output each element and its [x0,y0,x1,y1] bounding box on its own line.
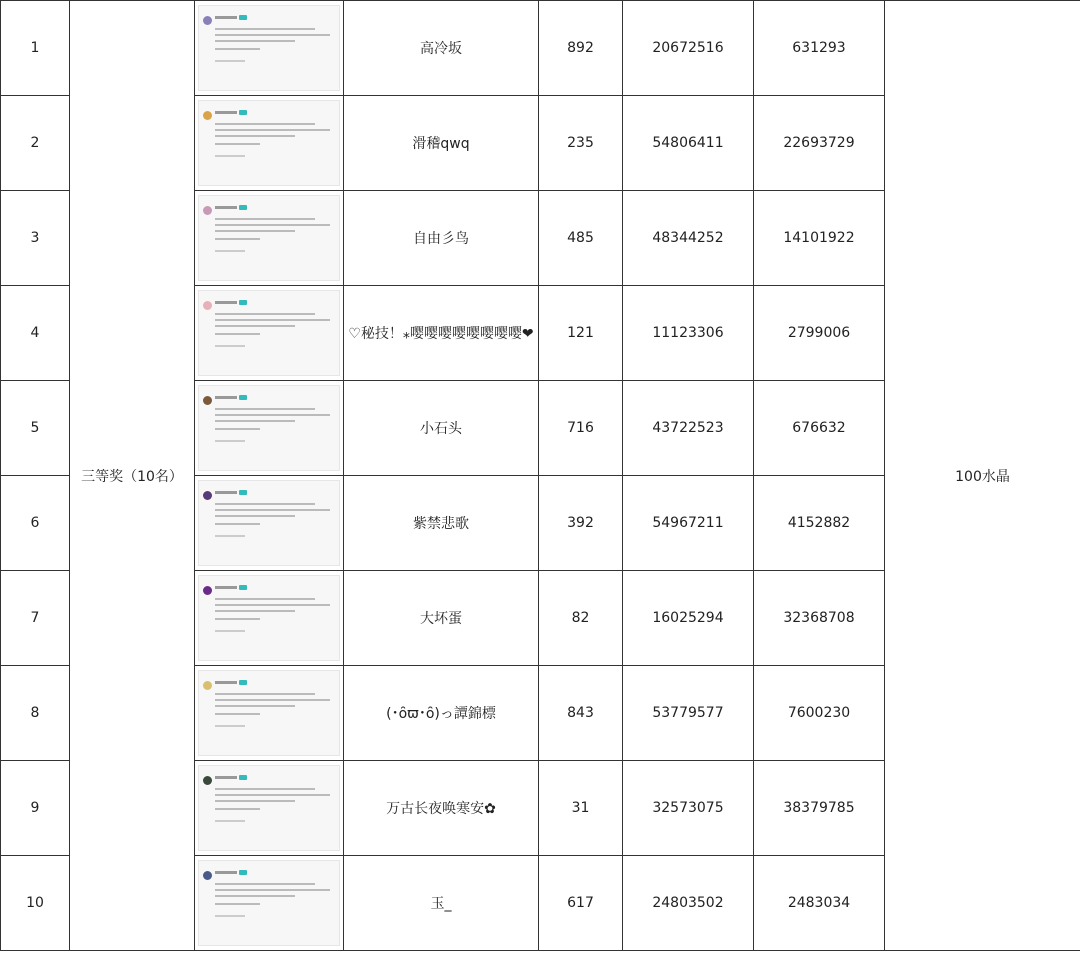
comment-screenshot [195,761,344,856]
rank-cell: 5 [1,381,70,476]
nickname-cell: 高冷坂 [344,1,539,96]
comment-screenshot [195,476,344,571]
avatar [203,16,212,25]
rank-cell: 1 [1,1,70,96]
avatar [203,586,212,595]
table-row [1,1,1080,96]
avatar [203,776,212,785]
comment-screenshot-thumbnail [198,385,340,471]
uid-cell: 48344252 [623,191,754,286]
floor-number-cell: 892 [539,1,623,96]
comment-screenshot-thumbnail [198,5,340,91]
id-cell: 7600230 [754,666,885,761]
comment-screenshot-thumbnail [198,100,340,186]
avatar [203,396,212,405]
uid-cell: 53779577 [623,666,754,761]
comment-screenshot [195,571,344,666]
comment-screenshot [195,96,344,191]
comment-screenshot [195,1,344,96]
id-cell: 22693729 [754,96,885,191]
comment-screenshot-thumbnail [198,195,340,281]
reward-cell: 100水晶 [885,1,1080,951]
floor-number-cell: 485 [539,191,623,286]
comment-screenshot [195,381,344,476]
uid-cell: 24803502 [623,856,754,951]
id-cell: 676632 [754,381,885,476]
nickname-cell: 万古长夜唤寒安✿ [344,761,539,856]
nickname-cell: (･ȏϖ･ȏ)っ譚錦標 [344,666,539,761]
floor-number-cell: 716 [539,381,623,476]
nickname-cell: ♡秘技！⁎嘤嘤嘤嘤嘤嘤嘤嘤❤ [344,286,539,381]
avatar [203,871,212,880]
rank-cell: 3 [1,191,70,286]
id-cell: 2799006 [754,286,885,381]
id-cell: 32368708 [754,571,885,666]
avatar [203,681,212,690]
comment-screenshot [195,856,344,951]
avatar [203,206,212,215]
comment-screenshot-thumbnail [198,575,340,661]
comment-screenshot-thumbnail [198,860,340,946]
nickname-cell: 紫禁悲歌 [344,476,539,571]
nickname-cell: 玉_ [344,856,539,951]
floor-number-cell: 82 [539,571,623,666]
comment-screenshot-thumbnail [198,480,340,566]
rank-cell: 4 [1,286,70,381]
uid-cell: 54967211 [623,476,754,571]
prize-tier-cell: 三等奖（10名） [70,1,195,951]
rank-cell: 8 [1,666,70,761]
comment-screenshot [195,191,344,286]
id-cell: 631293 [754,1,885,96]
comment-screenshot-thumbnail [198,670,340,756]
rank-cell: 7 [1,571,70,666]
uid-cell: 32573075 [623,761,754,856]
floor-number-cell: 121 [539,286,623,381]
nickname-cell: 大坏蛋 [344,571,539,666]
floor-number-cell: 235 [539,96,623,191]
uid-cell: 11123306 [623,286,754,381]
id-cell: 38379785 [754,761,885,856]
comment-screenshot-thumbnail [198,765,340,851]
id-cell: 4152882 [754,476,885,571]
avatar [203,491,212,500]
uid-cell: 20672516 [623,1,754,96]
rank-cell: 10 [1,856,70,951]
floor-number-cell: 392 [539,476,623,571]
avatar [203,111,212,120]
comment-screenshot [195,666,344,761]
uid-cell: 54806411 [623,96,754,191]
rank-cell: 9 [1,761,70,856]
rank-cell: 6 [1,476,70,571]
comment-screenshot [195,286,344,381]
uid-cell: 43722523 [623,381,754,476]
nickname-cell: 滑稽qwq [344,96,539,191]
floor-number-cell: 31 [539,761,623,856]
floor-number-cell: 617 [539,856,623,951]
comment-screenshot-thumbnail [198,290,340,376]
avatar [203,301,212,310]
id-cell: 14101922 [754,191,885,286]
nickname-cell: 自由彡鸟 [344,191,539,286]
id-cell: 2483034 [754,856,885,951]
rank-cell: 2 [1,96,70,191]
nickname-cell: 小石头 [344,381,539,476]
uid-cell: 16025294 [623,571,754,666]
floor-number-cell: 843 [539,666,623,761]
